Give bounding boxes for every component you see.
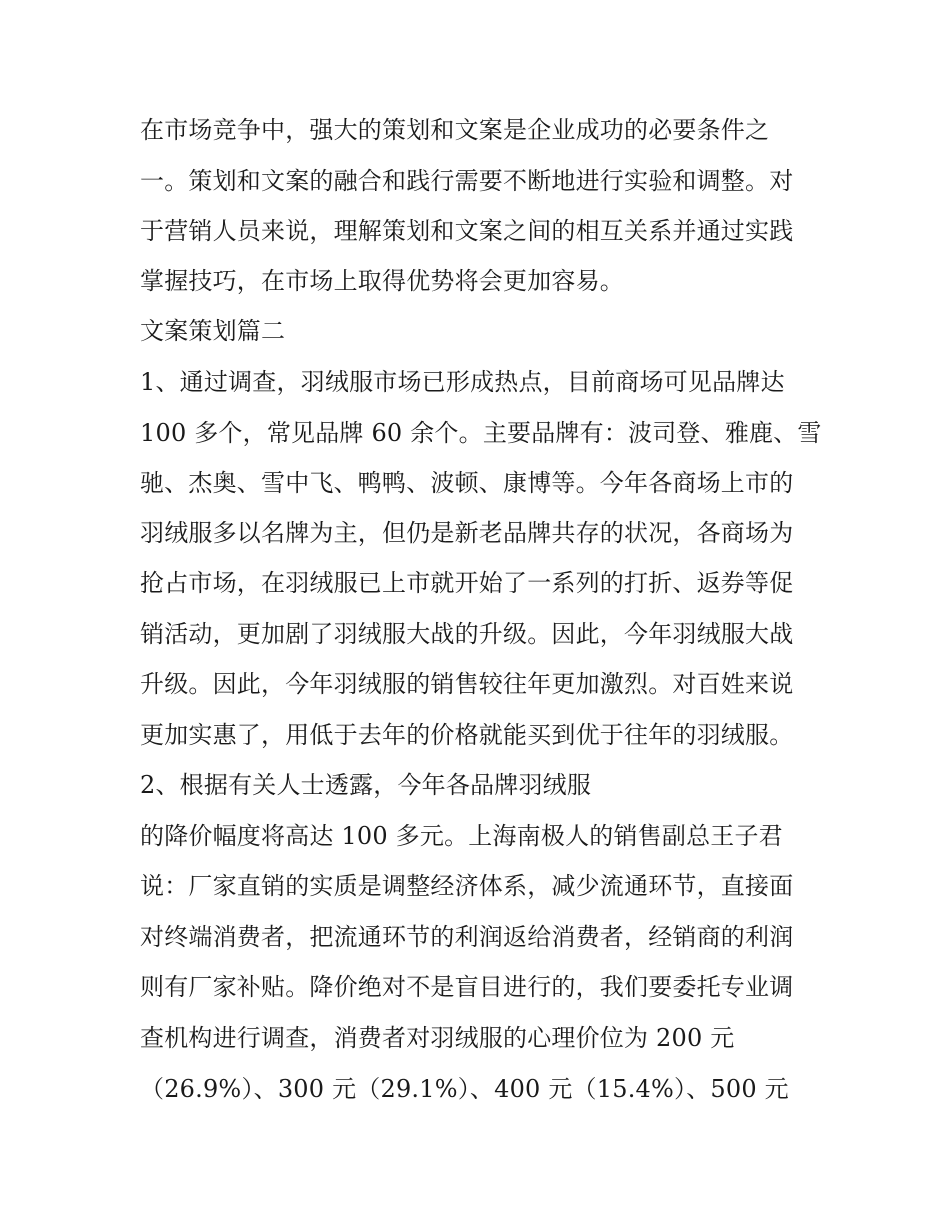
paragraph-line: 说：厂家直销的实质是调整经济体系，减少流通环节，直接面 — [140, 872, 794, 900]
paragraph-line: 于营销人员来说，理解策划和文案之间的相互关系并通过实践 — [140, 217, 794, 245]
paragraph-line: 1、通过调查，羽绒服市场已形成热点，目前商场可见品牌达 — [140, 368, 785, 396]
paragraph-line: 升级。因此，今年羽绒服的销售较往年更加激烈。对百姓来说 — [140, 670, 794, 698]
paragraph-line: 对终端消费者，把流通环节的利润返给消费者，经销商的利润 — [140, 923, 794, 951]
paragraph-line: 的降价幅度将高达 100 多元。上海南极人的销售副总王子君 — [140, 822, 783, 850]
paragraph-line: 在市场竞争中，强大的策划和文案是企业成功的必要条件之 — [140, 116, 770, 144]
paragraph-line: 驰、杰奥、雪中飞、鸭鸭、波顿、康博等。今年各商场上市的 — [140, 469, 794, 497]
paragraph-line: 一。策划和文案的融合和践行需要不断地进行实验和调整。对 — [140, 167, 794, 195]
paragraph-line: 100 多个，常见品牌 60 余个。主要品牌有：波司登、雅鹿、雪 — [140, 419, 822, 447]
paragraph-line: （26.9%）、300 元（29.1%）、400 元（15.4%）、500 元 — [140, 1075, 789, 1103]
paragraph-line: 掌握技巧，在市场上取得优势将会更加容易。 — [140, 267, 624, 295]
section-heading: 文案策划篇二 — [140, 317, 286, 345]
paragraph-line: 销活动，更加剧了羽绒服大战的升级。因此，今年羽绒服大战 — [140, 620, 794, 648]
paragraph-line: 查机构进行调查，消费者对羽绒服的心理价位为 200 元 — [140, 1024, 735, 1052]
paragraph-line: 羽绒服多以名牌为主，但仍是新老品牌共存的状况，各商场为 — [140, 519, 794, 547]
paragraph-line: 2、根据有关人士透露，今年各品牌羽绒服 — [140, 771, 592, 799]
paragraph-line: 抢占市场，在羽绒服已上市就开始了一系列的打折、返券等促 — [140, 569, 794, 597]
paragraph-line: 更加实惠了，用低于去年的价格就能买到优于往年的羽绒服。 — [140, 721, 794, 749]
paragraph-line: 则有厂家补贴。降价绝对不是盲目进行的，我们要委托专业调 — [140, 973, 794, 1001]
